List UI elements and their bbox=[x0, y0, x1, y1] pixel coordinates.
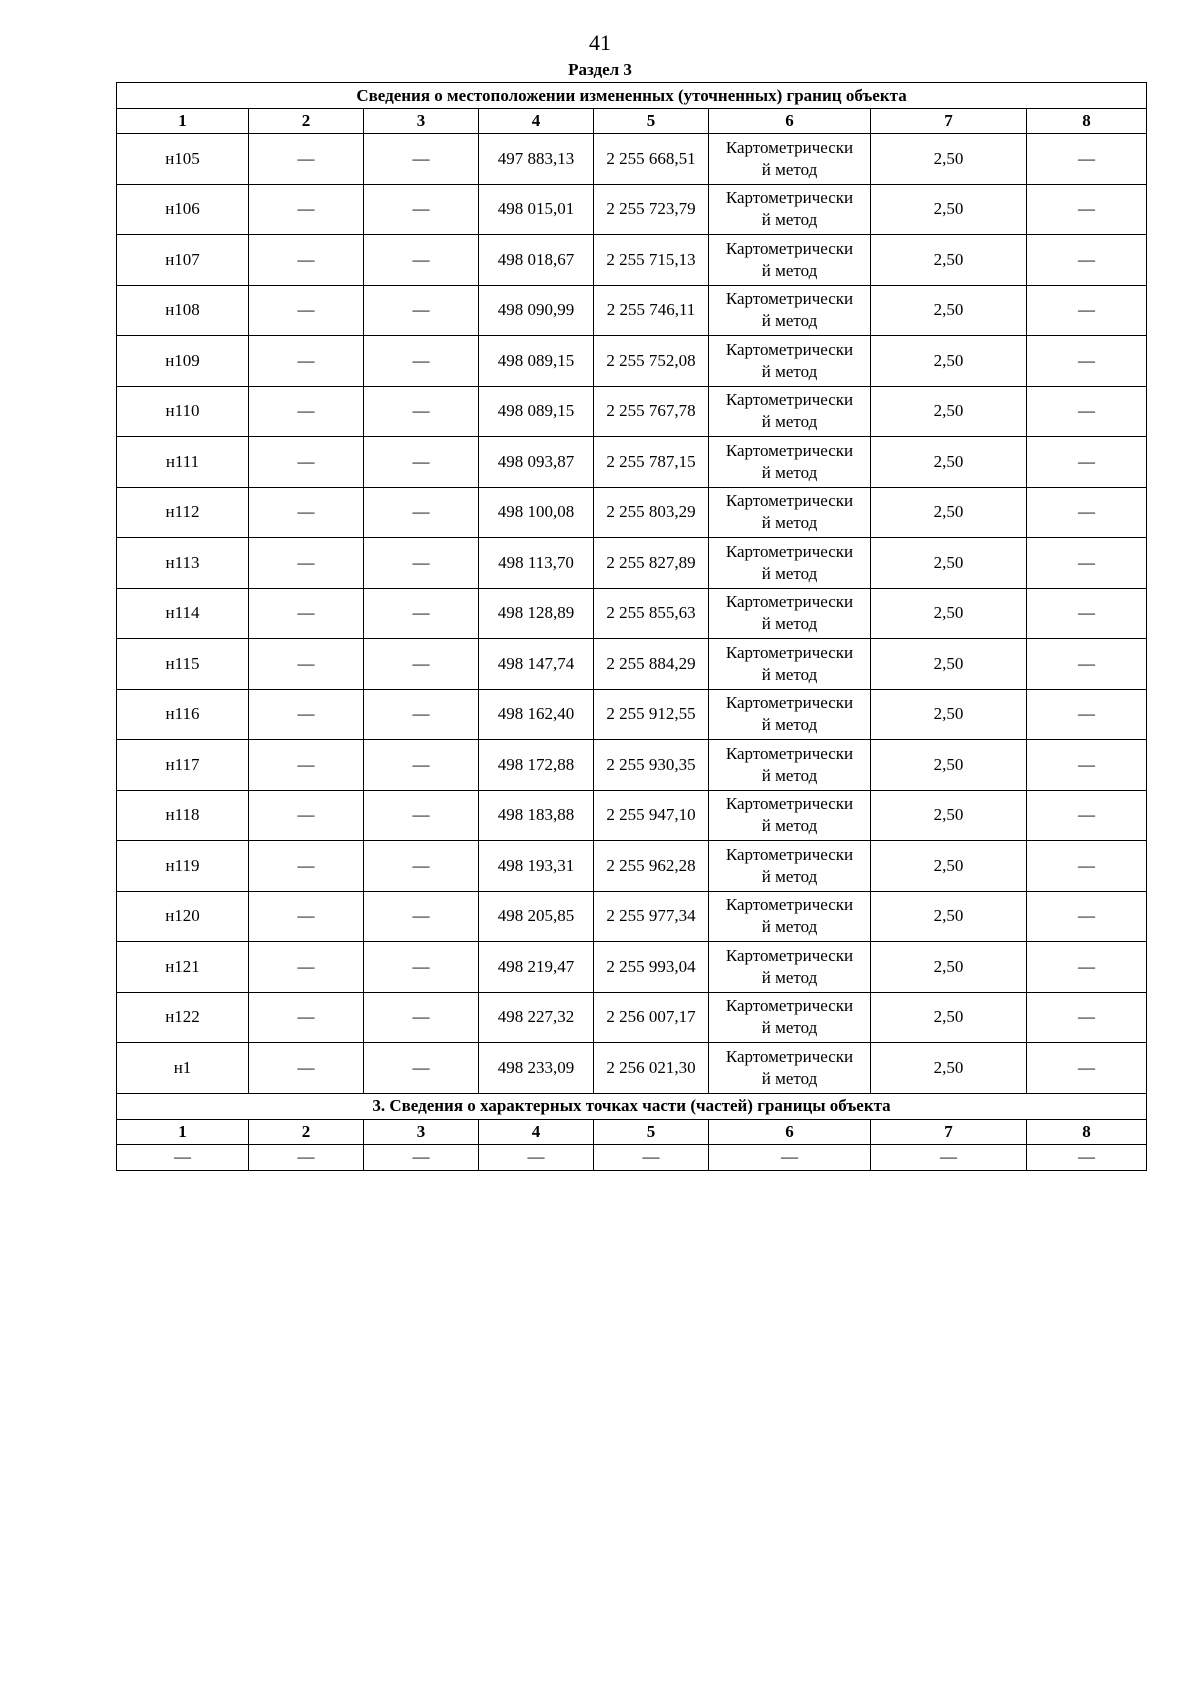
accuracy-cell: 2,50 bbox=[871, 538, 1027, 589]
method-cell bbox=[709, 285, 871, 336]
y-old-cell: — bbox=[364, 184, 479, 235]
y-old-cell: — bbox=[364, 942, 479, 993]
x-old-cell: — bbox=[249, 992, 364, 1043]
table2-header-row bbox=[117, 1119, 1147, 1144]
section-title: Раздел 3 bbox=[568, 60, 632, 79]
point-number-cell: н122 bbox=[117, 992, 249, 1043]
y-old-cell: — bbox=[364, 790, 479, 841]
point-number-cell: н1 bbox=[117, 1043, 249, 1094]
description-cell: — bbox=[1027, 235, 1147, 286]
table-cell: — bbox=[594, 1144, 709, 1170]
table-cell: — bbox=[871, 1144, 1027, 1170]
y-new-cell: 2 255 715,13 bbox=[594, 235, 709, 286]
x-old-cell: — bbox=[249, 740, 364, 791]
y-new-cell: 2 255 746,11 bbox=[594, 285, 709, 336]
method-text-line-2: й метод bbox=[761, 462, 818, 482]
method-text-line-1: Картометрически bbox=[725, 491, 854, 511]
y-old-cell: — bbox=[364, 437, 479, 488]
page-number: 41 bbox=[589, 30, 611, 55]
table2-caption: 3. Сведения о характерных точках части (частей) границы объекта bbox=[117, 1093, 1147, 1119]
description-cell: — bbox=[1027, 588, 1147, 639]
point-number-cell: н106 bbox=[117, 184, 249, 235]
y-new-cell: 2 255 912,55 bbox=[594, 689, 709, 740]
x-old-cell: — bbox=[249, 841, 364, 892]
accuracy-cell: 2,50 bbox=[871, 134, 1027, 185]
x-old-cell: — bbox=[249, 891, 364, 942]
method-text-line-2: й метод bbox=[761, 816, 818, 836]
x-old-cell: — bbox=[249, 184, 364, 235]
method-text-line-1: Картометрически bbox=[725, 794, 854, 814]
x-old-cell: — bbox=[249, 942, 364, 993]
column-header: 1 bbox=[117, 1119, 249, 1144]
method-text-line-2: й метод bbox=[761, 311, 818, 331]
x-old-cell: — bbox=[249, 487, 364, 538]
table-row bbox=[117, 891, 1147, 942]
accuracy-cell: 2,50 bbox=[871, 689, 1027, 740]
boundary-points-table bbox=[116, 82, 1147, 1171]
x-new-cell: 498 015,01 bbox=[479, 184, 594, 235]
column-header: 6 bbox=[709, 1119, 871, 1144]
method-cell bbox=[709, 336, 871, 387]
description-cell: — bbox=[1027, 134, 1147, 185]
y-new-cell: 2 255 962,28 bbox=[594, 841, 709, 892]
description-cell: — bbox=[1027, 437, 1147, 488]
y-new-cell: 2 255 752,08 bbox=[594, 336, 709, 387]
description-cell: — bbox=[1027, 891, 1147, 942]
method-cell bbox=[709, 235, 871, 286]
x-old-cell: — bbox=[249, 386, 364, 437]
y-old-cell: — bbox=[364, 386, 479, 437]
x-new-cell: 498 193,31 bbox=[479, 841, 594, 892]
x-old-cell: — bbox=[249, 588, 364, 639]
method-text-line-1: Картометрически bbox=[725, 996, 854, 1016]
y-old-cell: — bbox=[364, 689, 479, 740]
table-body bbox=[117, 83, 1147, 1171]
y-old-cell: — bbox=[364, 336, 479, 387]
x-new-cell: 498 205,85 bbox=[479, 891, 594, 942]
column-header: 1 bbox=[117, 109, 249, 134]
x-new-cell: 498 089,15 bbox=[479, 336, 594, 387]
x-old-cell: — bbox=[249, 790, 364, 841]
table-row bbox=[117, 487, 1147, 538]
description-cell: — bbox=[1027, 689, 1147, 740]
y-old-cell: — bbox=[364, 538, 479, 589]
column-header: 5 bbox=[594, 1119, 709, 1144]
point-number-cell: н117 bbox=[117, 740, 249, 791]
column-header: 6 bbox=[709, 109, 871, 134]
method-text-line-2: й метод bbox=[761, 159, 818, 179]
point-number-cell: н121 bbox=[117, 942, 249, 993]
point-number-cell: н105 bbox=[117, 134, 249, 185]
accuracy-cell: 2,50 bbox=[871, 184, 1027, 235]
x-new-cell: 498 100,08 bbox=[479, 487, 594, 538]
x-old-cell: — bbox=[249, 134, 364, 185]
x-new-cell: 498 089,15 bbox=[479, 386, 594, 437]
method-text-line-2: й метод bbox=[761, 513, 818, 533]
description-cell: — bbox=[1027, 790, 1147, 841]
point-number-cell: н116 bbox=[117, 689, 249, 740]
description-cell: — bbox=[1027, 1043, 1147, 1094]
method-text-line-2: й метод bbox=[761, 361, 818, 381]
point-number-cell: н110 bbox=[117, 386, 249, 437]
point-number-cell: н107 bbox=[117, 235, 249, 286]
accuracy-cell: 2,50 bbox=[871, 942, 1027, 993]
method-cell bbox=[709, 790, 871, 841]
x-new-cell: 497 883,13 bbox=[479, 134, 594, 185]
accuracy-cell: 2,50 bbox=[871, 285, 1027, 336]
method-text-line-1: Картометрически bbox=[725, 238, 854, 258]
table-cell: — bbox=[479, 1144, 594, 1170]
description-cell: — bbox=[1027, 538, 1147, 589]
table1-caption-row bbox=[117, 83, 1147, 109]
x-old-cell: — bbox=[249, 538, 364, 589]
method-text-line-1: Картометрически bbox=[725, 592, 854, 612]
method-text-line-2: й метод bbox=[761, 765, 818, 785]
method-cell bbox=[709, 891, 871, 942]
table-row bbox=[117, 134, 1147, 185]
description-cell: — bbox=[1027, 184, 1147, 235]
description-cell: — bbox=[1027, 336, 1147, 387]
x-new-cell: 498 128,89 bbox=[479, 588, 594, 639]
method-text-line-2: й метод bbox=[761, 866, 818, 886]
y-new-cell: 2 255 993,04 bbox=[594, 942, 709, 993]
method-cell bbox=[709, 386, 871, 437]
method-text-line-1: Картометрически bbox=[725, 289, 854, 309]
method-text-line-1: Картометрически bbox=[725, 844, 854, 864]
y-old-cell: — bbox=[364, 235, 479, 286]
method-cell bbox=[709, 437, 871, 488]
method-text-line-1: Картометрически bbox=[725, 895, 854, 915]
accuracy-cell: 2,50 bbox=[871, 790, 1027, 841]
method-text-line-1: Картометрически bbox=[725, 188, 854, 208]
table-row bbox=[117, 790, 1147, 841]
y-new-cell: 2 255 668,51 bbox=[594, 134, 709, 185]
column-header: 7 bbox=[871, 109, 1027, 134]
table-row bbox=[117, 386, 1147, 437]
y-old-cell: — bbox=[364, 891, 479, 942]
method-cell bbox=[709, 538, 871, 589]
table-row bbox=[117, 184, 1147, 235]
description-cell: — bbox=[1027, 841, 1147, 892]
x-new-cell: 498 172,88 bbox=[479, 740, 594, 791]
y-new-cell: 2 256 007,17 bbox=[594, 992, 709, 1043]
y-old-cell: — bbox=[364, 639, 479, 690]
method-text-line-2: й метод bbox=[761, 210, 818, 230]
accuracy-cell: 2,50 bbox=[871, 891, 1027, 942]
column-header: 2 bbox=[249, 1119, 364, 1144]
method-text-line-1: Картометрически bbox=[725, 743, 854, 763]
method-cell bbox=[709, 841, 871, 892]
y-new-cell: 2 256 021,30 bbox=[594, 1043, 709, 1094]
method-text-line-1: Картометрически bbox=[725, 1046, 854, 1066]
method-text-line-1: Картометрически bbox=[725, 693, 854, 713]
method-text-line-2: й метод bbox=[761, 614, 818, 634]
method-text-line-2: й метод bbox=[761, 1068, 818, 1088]
x-new-cell: 498 113,70 bbox=[479, 538, 594, 589]
y-new-cell: 2 255 723,79 bbox=[594, 184, 709, 235]
accuracy-cell: 2,50 bbox=[871, 437, 1027, 488]
method-cell bbox=[709, 487, 871, 538]
y-old-cell: — bbox=[364, 588, 479, 639]
table-row bbox=[117, 336, 1147, 387]
y-new-cell: 2 255 803,29 bbox=[594, 487, 709, 538]
accuracy-cell: 2,50 bbox=[871, 841, 1027, 892]
y-old-cell: — bbox=[364, 487, 479, 538]
x-new-cell: 498 090,99 bbox=[479, 285, 594, 336]
point-number-cell: н118 bbox=[117, 790, 249, 841]
y-new-cell: 2 255 884,29 bbox=[594, 639, 709, 690]
method-text-line-1: Картометрически bbox=[725, 137, 854, 157]
y-new-cell: 2 255 947,10 bbox=[594, 790, 709, 841]
accuracy-cell: 2,50 bbox=[871, 336, 1027, 387]
point-number-cell: н114 bbox=[117, 588, 249, 639]
table-row bbox=[117, 588, 1147, 639]
accuracy-cell: 2,50 bbox=[871, 487, 1027, 538]
method-text-line-1: Картометрически bbox=[725, 541, 854, 561]
accuracy-cell: 2,50 bbox=[871, 740, 1027, 791]
method-text-line-1: Картометрически bbox=[725, 945, 854, 965]
column-header: 8 bbox=[1027, 109, 1147, 134]
table-row bbox=[117, 841, 1147, 892]
accuracy-cell: 2,50 bbox=[871, 386, 1027, 437]
x-old-cell: — bbox=[249, 1043, 364, 1094]
method-text-line-1: Картометрически bbox=[725, 642, 854, 662]
table-row bbox=[117, 942, 1147, 993]
table-row bbox=[117, 992, 1147, 1043]
description-cell: — bbox=[1027, 386, 1147, 437]
y-old-cell: — bbox=[364, 740, 479, 791]
x-new-cell: 498 219,47 bbox=[479, 942, 594, 993]
point-number-cell: н119 bbox=[117, 841, 249, 892]
x-old-cell: — bbox=[249, 336, 364, 387]
x-old-cell: — bbox=[249, 285, 364, 336]
description-cell: — bbox=[1027, 942, 1147, 993]
column-header: 2 bbox=[249, 109, 364, 134]
point-number-cell: н113 bbox=[117, 538, 249, 589]
x-new-cell: 498 183,88 bbox=[479, 790, 594, 841]
x-new-cell: 498 233,09 bbox=[479, 1043, 594, 1094]
table2-row bbox=[117, 1144, 1147, 1170]
y-old-cell: — bbox=[364, 841, 479, 892]
table-cell: — bbox=[249, 1144, 364, 1170]
point-number-cell: н112 bbox=[117, 487, 249, 538]
y-old-cell: — bbox=[364, 1043, 479, 1094]
y-new-cell: 2 255 977,34 bbox=[594, 891, 709, 942]
method-text-line-2: й метод bbox=[761, 967, 818, 987]
table-cell: — bbox=[1027, 1144, 1147, 1170]
description-cell: — bbox=[1027, 992, 1147, 1043]
table1-header-row bbox=[117, 109, 1147, 134]
point-number-cell: н115 bbox=[117, 639, 249, 690]
method-text-line-2: й метод bbox=[761, 917, 818, 937]
method-text-line-2: й метод bbox=[761, 1018, 818, 1038]
table-row bbox=[117, 639, 1147, 690]
y-old-cell: — bbox=[364, 134, 479, 185]
table-row bbox=[117, 1043, 1147, 1094]
y-new-cell: 2 255 827,89 bbox=[594, 538, 709, 589]
table-cell: — bbox=[709, 1144, 871, 1170]
method-text-line-1: Картометрически bbox=[725, 440, 854, 460]
description-cell: — bbox=[1027, 285, 1147, 336]
x-new-cell: 498 093,87 bbox=[479, 437, 594, 488]
method-text-line-1: Картометрически bbox=[725, 390, 854, 410]
description-cell: — bbox=[1027, 487, 1147, 538]
method-text-line-2: й метод bbox=[761, 260, 818, 280]
column-header: 5 bbox=[594, 109, 709, 134]
method-text-line-2: й метод bbox=[761, 563, 818, 583]
accuracy-cell: 2,50 bbox=[871, 1043, 1027, 1094]
method-cell bbox=[709, 639, 871, 690]
column-header: 8 bbox=[1027, 1119, 1147, 1144]
method-cell bbox=[709, 992, 871, 1043]
method-cell bbox=[709, 740, 871, 791]
x-old-cell: — bbox=[249, 437, 364, 488]
x-old-cell: — bbox=[249, 235, 364, 286]
column-header: 3 bbox=[364, 1119, 479, 1144]
y-new-cell: 2 255 855,63 bbox=[594, 588, 709, 639]
point-number-cell: н120 bbox=[117, 891, 249, 942]
table-row bbox=[117, 538, 1147, 589]
table2-caption-row bbox=[117, 1093, 1147, 1119]
table-cell: — bbox=[117, 1144, 249, 1170]
method-text-line-1: Картометрически bbox=[725, 339, 854, 359]
y-old-cell: — bbox=[364, 285, 479, 336]
description-cell: — bbox=[1027, 639, 1147, 690]
method-cell bbox=[709, 588, 871, 639]
method-cell bbox=[709, 942, 871, 993]
y-old-cell: — bbox=[364, 992, 479, 1043]
x-old-cell: — bbox=[249, 689, 364, 740]
accuracy-cell: 2,50 bbox=[871, 992, 1027, 1043]
table-row bbox=[117, 689, 1147, 740]
column-header: 7 bbox=[871, 1119, 1027, 1144]
x-new-cell: 498 162,40 bbox=[479, 689, 594, 740]
column-header: 4 bbox=[479, 109, 594, 134]
x-new-cell: 498 147,74 bbox=[479, 639, 594, 690]
x-new-cell: 498 018,67 bbox=[479, 235, 594, 286]
table-row bbox=[117, 437, 1147, 488]
method-text-line-2: й метод bbox=[761, 412, 818, 432]
column-header: 3 bbox=[364, 109, 479, 134]
table-row bbox=[117, 285, 1147, 336]
table-row bbox=[117, 740, 1147, 791]
x-old-cell: — bbox=[249, 639, 364, 690]
description-cell: — bbox=[1027, 740, 1147, 791]
method-cell bbox=[709, 184, 871, 235]
column-header: 4 bbox=[479, 1119, 594, 1144]
method-cell bbox=[709, 1043, 871, 1094]
table-row bbox=[117, 235, 1147, 286]
accuracy-cell: 2,50 bbox=[871, 588, 1027, 639]
method-text-line-2: й метод bbox=[761, 664, 818, 684]
method-cell bbox=[709, 689, 871, 740]
x-new-cell: 498 227,32 bbox=[479, 992, 594, 1043]
point-number-cell: н109 bbox=[117, 336, 249, 387]
point-number-cell: н111 bbox=[117, 437, 249, 488]
method-cell bbox=[709, 134, 871, 185]
y-new-cell: 2 255 767,78 bbox=[594, 386, 709, 437]
table1-caption: Сведения о местоположении измененных (уточненных) границ объекта bbox=[117, 83, 1147, 109]
method-text-line-2: й метод bbox=[761, 715, 818, 735]
table-cell: — bbox=[364, 1144, 479, 1170]
y-new-cell: 2 255 787,15 bbox=[594, 437, 709, 488]
y-new-cell: 2 255 930,35 bbox=[594, 740, 709, 791]
accuracy-cell: 2,50 bbox=[871, 639, 1027, 690]
accuracy-cell: 2,50 bbox=[871, 235, 1027, 286]
point-number-cell: н108 bbox=[117, 285, 249, 336]
